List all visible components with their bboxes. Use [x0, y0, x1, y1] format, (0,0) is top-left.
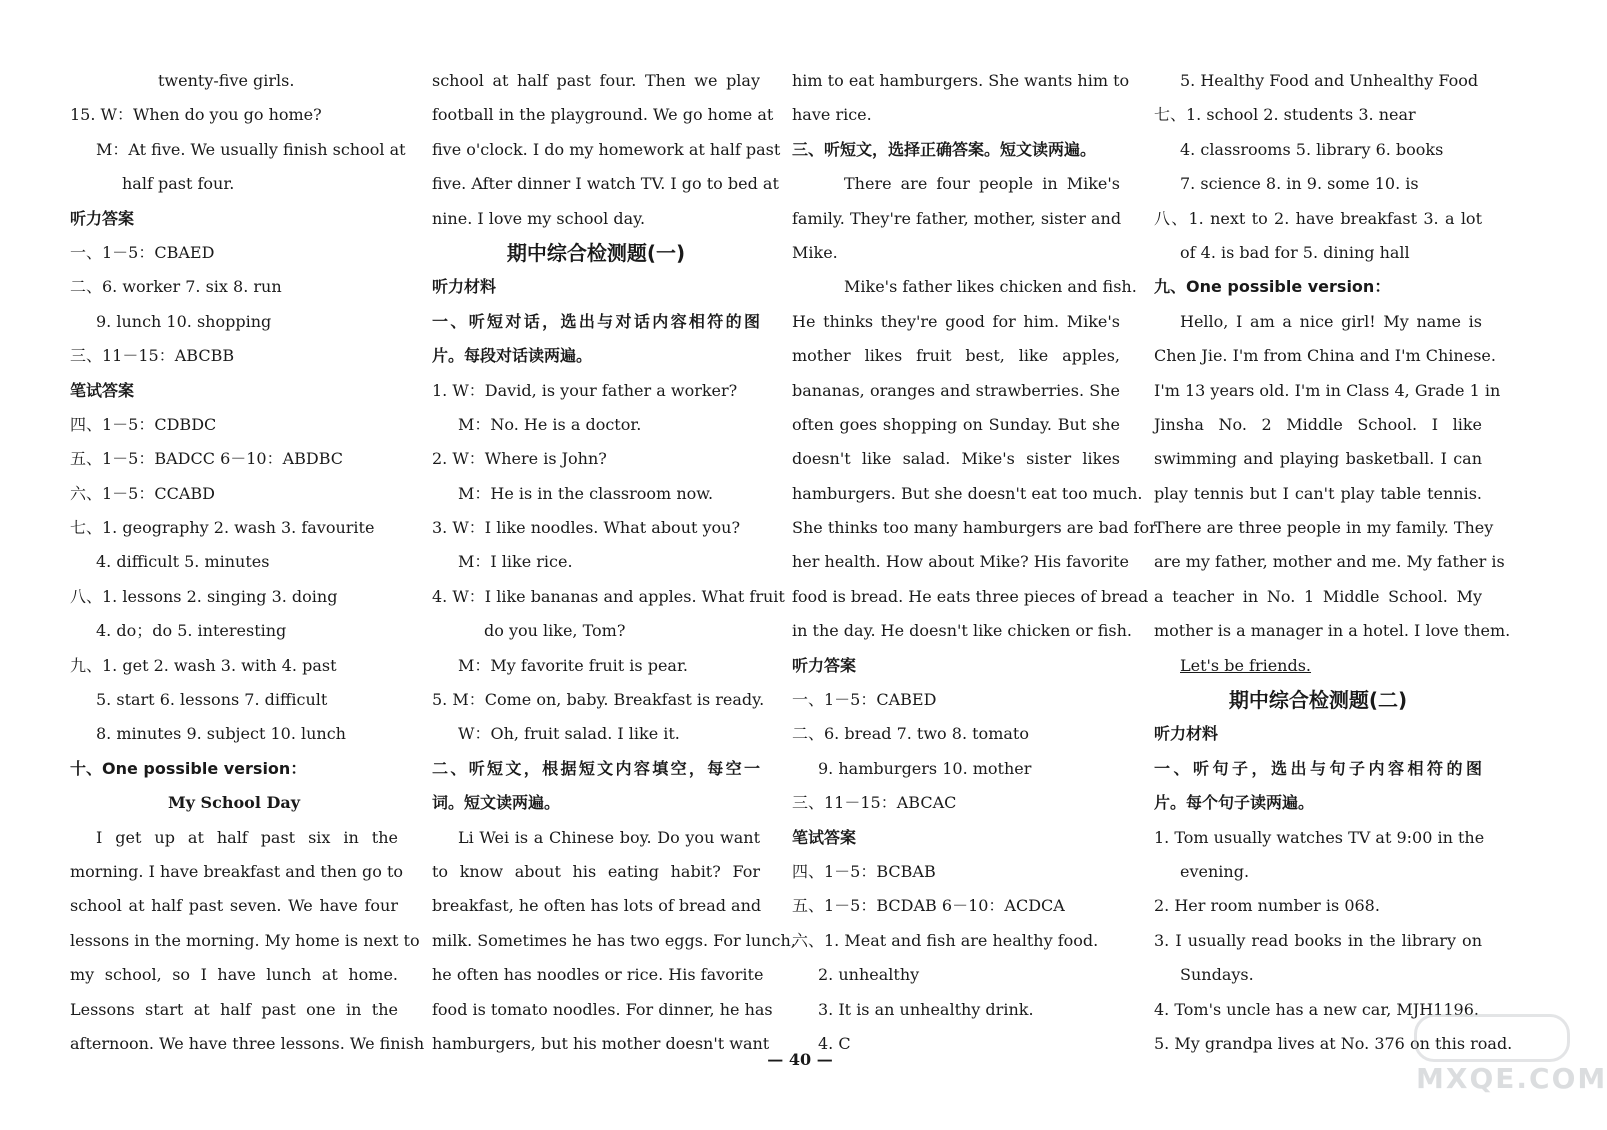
text-line: 笔试答案: [792, 827, 857, 847]
text-line: 4. C: [818, 1033, 851, 1053]
text-line: 十、One possible version：: [70, 758, 307, 778]
text-line: W：Oh, fruit salad. I like it.: [458, 724, 680, 744]
text-line: He thinks they're good for him. Mike's: [792, 311, 1120, 331]
text-line: 4. Tom's uncle has a new car, MJH1196.: [1154, 999, 1479, 1019]
text-line: mother is a manager in a hotel. I love them.: [1154, 621, 1511, 641]
text-line: evening.: [1180, 861, 1250, 881]
text-line: family. They're father, mother, sister and: [792, 208, 1122, 228]
watermark-text: MXQE.COM: [1416, 1062, 1607, 1095]
column-1: [70, 64, 425, 1061]
text-line: morning. I have breakfast and then go to: [70, 861, 404, 881]
text-line: 5. M：Come on, baby. Breakfast is ready.: [432, 690, 765, 710]
text-line: do you like, Tom?: [484, 621, 626, 641]
text-line: 5. start 6. lessons 7. difficult: [96, 690, 328, 710]
text-line: I'm 13 years old. I'm in Class 4, Grade 1 in: [1154, 380, 1501, 400]
text-line: 九、1. get 2. wash 3. with 4. past: [70, 655, 337, 675]
text-line: 4. W：I like bananas and apples. What fruit: [432, 586, 785, 606]
text-line: Mike's father likes chicken and fish.: [844, 277, 1137, 297]
text-line: M：I like rice.: [458, 552, 573, 572]
text-line: afternoon. We have three lessons. We finish: [70, 1033, 425, 1053]
text-line: 片。每个句子读两遍。: [1154, 793, 1315, 813]
text-line: 听力材料: [432, 277, 497, 297]
text-line: 九、One possible version：: [1154, 277, 1391, 297]
text-line: There are three people in my family. They: [1154, 518, 1494, 538]
text-line: bananas, oranges and strawberries. She: [792, 380, 1120, 400]
text-line: 片。每段对话读两遍。: [432, 346, 593, 366]
text-line: 一、1－5：CABED: [792, 690, 937, 710]
text-line: half past four.: [122, 174, 235, 194]
text-line: 5. Healthy Food and Unhealthy Food: [1180, 71, 1479, 90]
text-line: 期中综合检测题(一): [506, 240, 686, 265]
text-line: Jinsha No. 2 Middle School. I like: [1154, 414, 1482, 434]
column-2: [432, 64, 796, 1061]
text-line: five. After dinner I watch TV. I go to bed at: [432, 174, 779, 194]
text-line: doesn't like salad. Mike's sister likes: [792, 449, 1120, 469]
text-line: 1. W：David, is your father a worker?: [432, 380, 738, 400]
text-line: my school, so I have lunch at home.: [70, 965, 398, 985]
text-line: 八、1. next to 2. have breakfast 3. a lot: [1154, 208, 1482, 228]
text-line: Let's be friends.: [1180, 655, 1312, 675]
watermark-logo: [1410, 1010, 1607, 1100]
text-line: in the day. He doesn't like chicken or fish.: [792, 621, 1132, 641]
text-line: lessons in the morning. My home is next to: [70, 930, 420, 950]
text-line: 听力答案: [792, 655, 857, 675]
text-line: 词。短文读两遍。: [432, 793, 561, 813]
page-number: — 40 —: [767, 1050, 833, 1069]
text-line: to know about his eating habit? For: [432, 861, 760, 881]
text-line: There are four people in Mike's: [844, 174, 1120, 194]
text-line: 六、1－5：CCABD: [70, 483, 215, 503]
text-line: have rice.: [792, 105, 872, 125]
text-line: milk. Sometimes he has two eggs. For lunch,: [432, 930, 796, 950]
text-line: M：At five. We usually finish school at: [96, 139, 406, 159]
text-line: 五、1－5：BADCC 6－10：ABDBC: [70, 449, 344, 469]
text-line: 9. hamburgers 10. mother: [818, 758, 1032, 778]
text-line: 四、1－5：BCBAB: [792, 861, 936, 881]
text-line: 二、6. worker 7. six 8. run: [70, 277, 282, 297]
text-line: Hello, I am a nice girl! My name is: [1180, 311, 1482, 331]
text-line: She thinks too many hamburgers are bad for: [792, 518, 1157, 538]
text-line: often goes shopping on Sunday. But she: [792, 414, 1120, 434]
text-line: 一、1－5：CBAED: [70, 242, 215, 262]
text-line: 9. lunch 10. shopping: [96, 311, 272, 331]
text-line: My School Day: [167, 793, 301, 813]
text-line: school at half past four. Then we play: [432, 71, 760, 90]
text-line: Lessons start at half past one in the: [70, 999, 398, 1019]
text-line: 5. My grandpa lives at No. 376 on this road.: [1154, 1033, 1513, 1053]
text-line: he often has noodles or rice. His favorite: [432, 965, 764, 985]
text-line: mother likes fruit best, like apples,: [792, 346, 1120, 366]
text-line: 4. difficult 5. minutes: [96, 552, 270, 572]
text-line: hamburgers. But she doesn't eat too much.: [792, 483, 1143, 503]
text-line: five o'clock. I do my homework at half past: [432, 139, 781, 159]
text-line: M：No. He is a doctor.: [458, 414, 642, 434]
text-line: 二、听短文，根据短文内容填空，每空一: [432, 758, 760, 778]
text-line: football in the playground. We go home at: [432, 105, 774, 125]
text-line: 八、1. lessons 2. singing 3. doing: [70, 586, 338, 606]
text-line: 听力材料: [1154, 724, 1219, 744]
text-line: 七、1. school 2. students 3. near: [1154, 105, 1416, 125]
text-line: 4. do；do 5. interesting: [96, 621, 287, 641]
text-line: Mike.: [792, 242, 838, 262]
text-line: 听力答案: [70, 208, 135, 228]
text-line: M：He is in the classroom now.: [458, 483, 714, 503]
text-line: food is tomato noodles. For dinner, he has: [432, 999, 773, 1019]
text-line: 四、1－5：CDBDC: [70, 414, 217, 434]
text-line: 4. classrooms 5. library 6. books: [1180, 139, 1444, 159]
text-line: 15. W：When do you go home?: [70, 105, 322, 125]
text-line: are my father, mother and me. My father is: [1154, 552, 1505, 572]
text-line: 8. minutes 9. subject 10. lunch: [96, 724, 346, 744]
text-line: 1. Tom usually watches TV at 9:00 in the: [1154, 827, 1485, 847]
text-line: 3. It is an unhealthy drink.: [818, 999, 1034, 1019]
text-line: 三、11－15：ABCAC: [792, 793, 957, 813]
text-line: 七、1. geography 2. wash 3. favourite: [70, 518, 375, 538]
text-line: 3. I usually read books in the library on: [1154, 930, 1482, 950]
text-line: hamburgers, but his mother doesn't want: [432, 1033, 770, 1053]
text-line: M：My favorite fruit is pear.: [458, 655, 688, 675]
column-4: [1154, 64, 1513, 1061]
text-line: play tennis but I can't play table tennis.: [1154, 483, 1482, 503]
text-line: school at half past seven. We have four: [70, 896, 398, 916]
text-line: Sundays.: [1180, 965, 1254, 985]
text-line: swimming and playing basketball. I can: [1154, 449, 1482, 469]
text-line: 五、1－5：BCDAB 6－10：ACDCA: [792, 896, 1065, 916]
text-line: a teacher in No. 1 Middle School. My: [1154, 586, 1482, 606]
text-line: Li Wei is a Chinese boy. Do you want: [458, 827, 760, 847]
text-line: 期中综合检测题(二): [1228, 688, 1408, 713]
text-line: of 4. is bad for 5. dining hall: [1180, 242, 1410, 262]
text-line: I get up at half past six in the: [96, 827, 398, 847]
text-line: twenty-five girls.: [158, 71, 295, 90]
text-line: 3. W：I like noodles. What about you?: [432, 518, 741, 538]
text-line: 三、听短文，选择正确答案。短文读两遍。: [792, 139, 1097, 159]
text-line: 六、1. Meat and fish are healthy food.: [792, 930, 1099, 950]
text-line: 2. Her room number is 068.: [1154, 896, 1380, 916]
text-line: 2. W：Where is John?: [432, 449, 607, 469]
text-line: 三、11－15：ABCBB: [70, 346, 235, 366]
column-3: [792, 64, 1157, 1061]
text-line: nine. I love my school day.: [432, 208, 646, 228]
text-line: 笔试答案: [70, 380, 135, 400]
text-line: 一、听句子，选出与句子内容相符的图: [1154, 758, 1482, 778]
text-line: 2. unhealthy: [818, 965, 920, 985]
text-line: 7. science 8. in 9. some 10. is: [1180, 174, 1419, 194]
text-line: food is bread. He eats three pieces of bread: [792, 586, 1149, 606]
text-line: Chen Jie. I'm from China and I'm Chinese.: [1154, 346, 1496, 366]
text-line: 二、6. bread 7. two 8. tomato: [792, 724, 1029, 744]
text-line: 一、听短对话，选出与对话内容相符的图: [432, 311, 760, 331]
text-line: him to eat hamburgers. She wants him to: [792, 71, 1130, 90]
text-line: her health. How about Mike? His favorite: [792, 552, 1129, 572]
watermark-badge-icon: [1414, 1014, 1570, 1062]
text-line: breakfast, he often has lots of bread and: [432, 896, 762, 916]
